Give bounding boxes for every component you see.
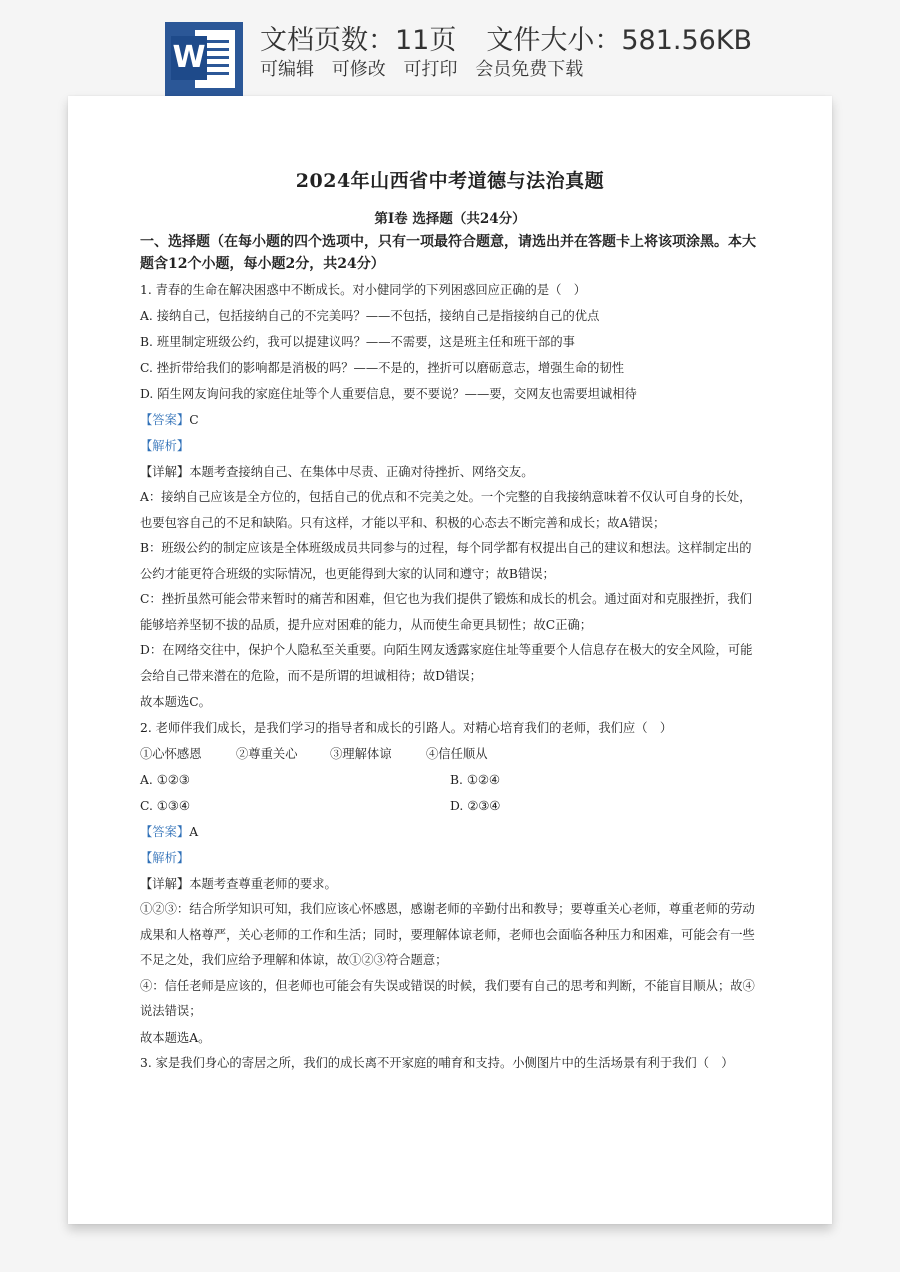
answer-tag: 【答案】 bbox=[140, 825, 190, 839]
q2-explanation-2: ④：信任老师是应该的，但老师也可能会有失误或错误的时候，我们要有自己的思考和判断，不能盲目顺从；故④说法错误； bbox=[140, 978, 755, 1018]
q2-option-d: D. ②③④ bbox=[450, 799, 501, 813]
q1-conclusion: 故本题选C。 bbox=[140, 695, 211, 709]
analysis-tag: 【解析】 bbox=[140, 439, 190, 453]
feature-member-download: 会员免费下载 bbox=[475, 59, 584, 80]
q2-option-c: C. ①③④ bbox=[140, 799, 190, 813]
file-size: 文件大小：581.56KB bbox=[486, 25, 753, 56]
q1-option-d: D. 陌生网友询问我的家庭住址等个人重要信息，要不要说？——要，交网友也需要坦诚相待 bbox=[140, 387, 637, 401]
q2-options-cd bbox=[140, 793, 760, 819]
file-info bbox=[260, 18, 752, 57]
feature-list bbox=[260, 55, 583, 81]
q1-detail bbox=[140, 459, 760, 485]
detail-text: 本题考查尊重老师的要求。 bbox=[189, 877, 337, 891]
feature-modifiable: 可修改 bbox=[331, 59, 386, 80]
q2-item-1: ①心怀感恩 bbox=[140, 747, 202, 761]
detail-text: 本题考查接纳自己、在集体中尽责、正确对待挫折、网络交友。 bbox=[189, 465, 534, 479]
document-title: 2024年山西省中考道德与法治真题 bbox=[295, 170, 605, 192]
q1-answer bbox=[140, 407, 760, 433]
word-icon-letter: W bbox=[171, 36, 207, 80]
analysis-tag: 【解析】 bbox=[140, 851, 190, 865]
q1-option-c: C. 挫折带给我们的影响都是消极的吗？——不是的，挫折可以磨砺意志，增强生命的韧性 bbox=[140, 361, 625, 375]
detail-tag: 【详解】 bbox=[140, 877, 190, 891]
q1-explanation-c: C：挫折虽然可能会带来暂时的痛苦和困难，但它也为我们提供了锻炼和成长的机会。通过面对和克服挫折，我们能够培养坚韧不拔的品质，提升应对困难的能力，从而使生命更具韧性；故C正确； bbox=[140, 592, 752, 632]
answer-tag: 【答案】 bbox=[140, 413, 190, 427]
q3-stem: 3. 家是我们身心的寄居之所，我们的成长离不开家庭的哺育和支持。小侧图片中的生活场景有利于我们（ ） bbox=[140, 1055, 734, 1070]
section-instructions: 一、选择题（在每小题的四个选项中，只有一项最符合题意，请选出并在答题卡上将该项涂黑。本大题含12个小题，每小题2分，共24分） bbox=[140, 234, 756, 272]
q1-option-b: B. 班里制定班级公约，我可以提建议吗？——不需要，这是班主任和班干部的事 bbox=[140, 335, 575, 349]
q2-item-2: ②尊重关心 bbox=[236, 747, 298, 761]
q2-answer bbox=[140, 819, 760, 845]
q2-stem: 2. 老师伴我们成长，是我们学习的指导者和成长的引路人。对精心培育我们的老师，我们应（ ） bbox=[140, 721, 673, 735]
q2-option-a: A. ①②③ bbox=[140, 773, 190, 787]
q1-explanation-b: B：班级公约的制定应该是全体班级成员共同参与的过程，每个同学都有权提出自己的建议和想法。这样制定出的公约才能更符合班级的实际情况，也更能得到大家的认同和遵守；故B错误； bbox=[140, 541, 752, 581]
q2-detail bbox=[140, 871, 760, 897]
q1-analysis bbox=[140, 433, 760, 459]
q1-stem: 1. 青春的生命在解决困惑中不断成长。对小健同学的下列困惑回应正确的是（ ） bbox=[140, 283, 587, 297]
page-count: 文档页数：11页 bbox=[260, 25, 457, 56]
q2-item-4: ④信任顺从 bbox=[426, 747, 488, 761]
q1-explanation-a: A：接纳自己应该是全方位的，包括自己的优点和不完美之处。一个完整的自我接纳意味着不仅认可自身的长处，也要包容自己的不足和缺陷。只有这样，才能以平和、积极的心态去不断完善和成长；故A错误； bbox=[140, 490, 752, 530]
feature-editable: 可编辑 bbox=[260, 59, 314, 80]
feature-printable: 可打印 bbox=[403, 59, 458, 80]
q2-option-b: B. ①②④ bbox=[450, 773, 500, 787]
q2-item-3: ③理解体谅 bbox=[330, 747, 392, 761]
q2-conclusion: 故本题选A。 bbox=[140, 1030, 211, 1045]
section-subtitle: 第Ⅰ卷 选择题（共24分） bbox=[374, 211, 526, 227]
detail-tag: 【详解】 bbox=[140, 465, 190, 479]
q2-options-ab bbox=[140, 767, 760, 793]
download-banner bbox=[0, 0, 900, 100]
answer-value: A bbox=[189, 825, 199, 839]
q2-analysis bbox=[140, 845, 760, 871]
q2-explanation-1: ①②③：结合所学知识可知，我们应该心怀感恩，感谢老师的辛勤付出和教导；要尊重关心老师，尊重老师的劳动成果和人格尊严，关心老师的工作和生活；同时，要理解体谅老师，老师也会面临各种压力和困难，可能会有一些不足之处，我们应给予理解和体谅，故①②③符合题意； bbox=[140, 902, 755, 967]
q1-option-a: A. 接纳自己，包括接纳自己的不完美吗？——不包括，接纳自己是指接纳自己的优点 bbox=[140, 309, 600, 323]
document-content bbox=[140, 166, 760, 1076]
document-page bbox=[68, 96, 832, 1224]
word-document-icon bbox=[165, 22, 243, 96]
q1-explanation-d: D：在网络交往中，保护个人隐私至关重要。向陌生网友透露家庭住址等重要个人信息存在极大的安全风险，可能会给自己带来潜在的危险，而不是所谓的坦诚相待；故D错误； bbox=[140, 643, 753, 683]
q2-items bbox=[140, 741, 760, 767]
answer-value: C bbox=[189, 413, 199, 427]
